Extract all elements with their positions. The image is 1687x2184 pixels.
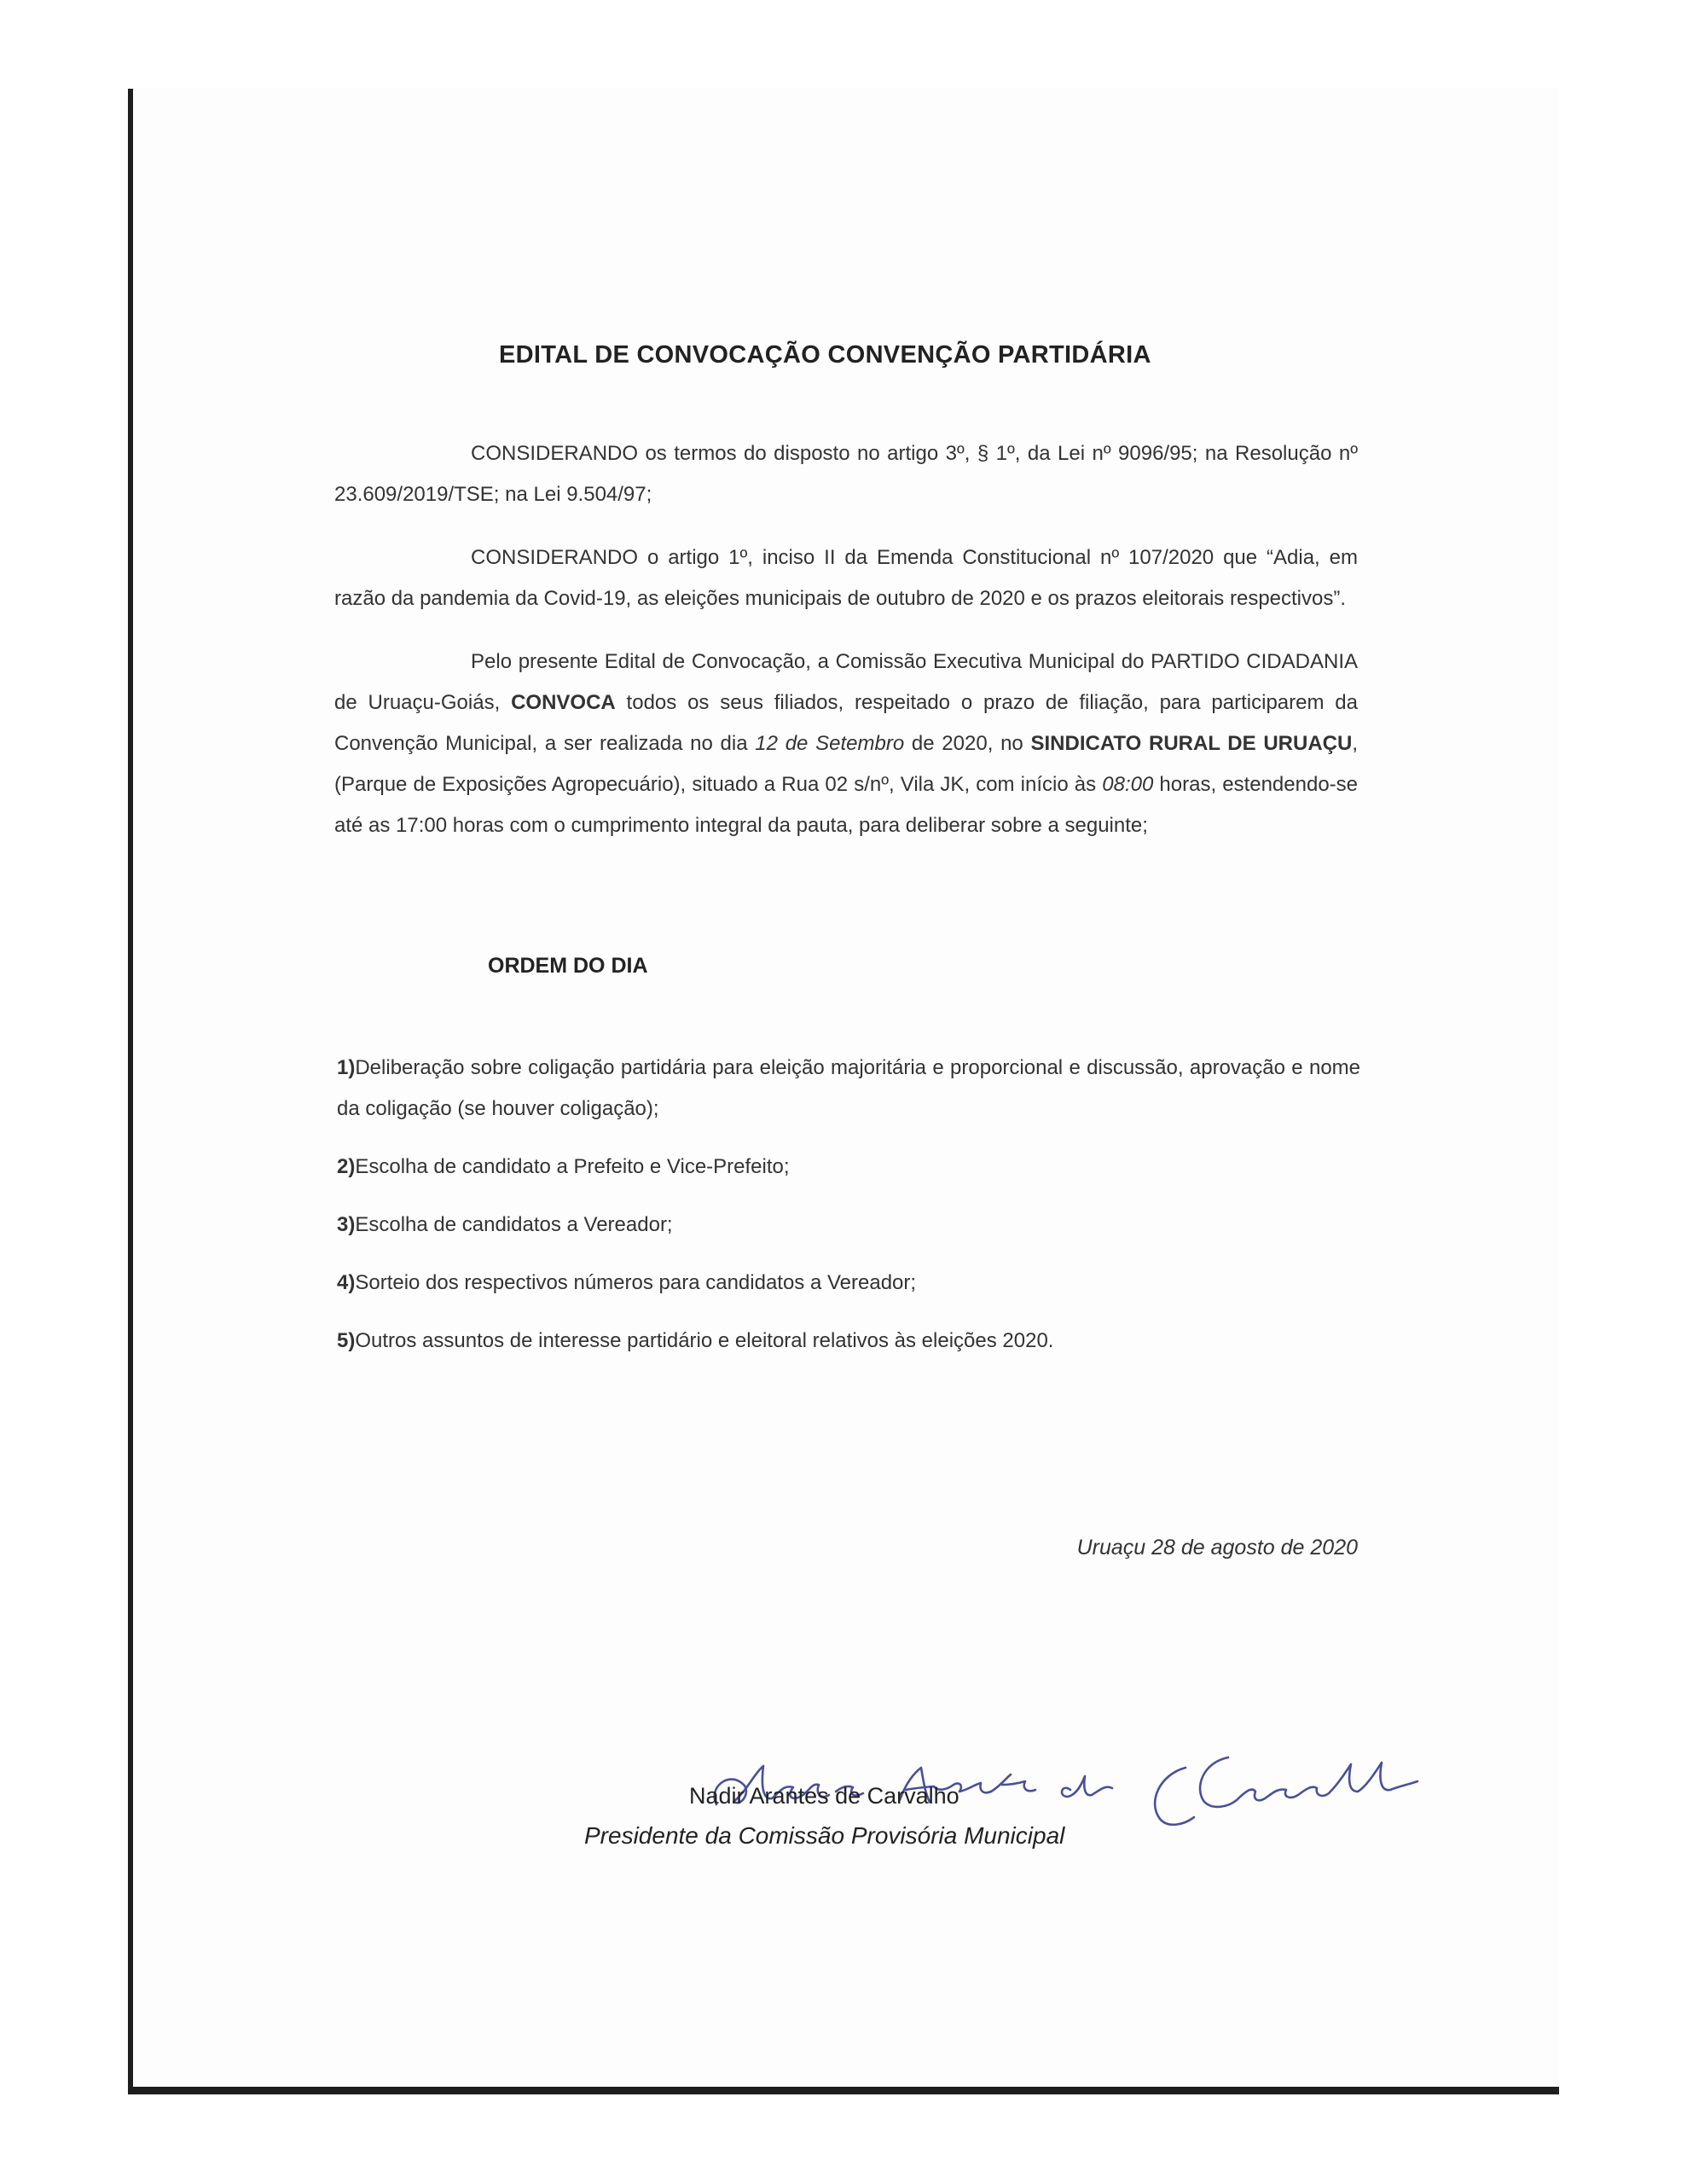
convocacao-text-3: de 2020, no — [904, 732, 1031, 755]
place-date-line: Uruaçu 28 de agosto de 2020 — [1076, 1536, 1358, 1560]
convention-date: 12 de Setembro — [755, 732, 905, 755]
agenda-item-number: 1) — [337, 1056, 356, 1079]
convention-start-time: 08:00 — [1102, 773, 1154, 796]
convocacao-text-1: Pelo presente Edital de Convocação, a Comissão Executiva Municipal do PARTIDO CIDADANIA de Uruaçu-Goiás, — [334, 650, 1358, 714]
agenda-list — [337, 1048, 1360, 1379]
agenda-item-number: 2) — [337, 1155, 356, 1178]
order-of-day-title: ORDEM DO DIA — [488, 954, 648, 978]
agenda-item-text: Outros assuntos de interesse partidário e eleitoral relativos às eleições 2020. — [355, 1329, 1054, 1352]
agenda-item — [337, 1205, 1360, 1246]
agenda-item — [337, 1147, 1360, 1188]
paragraph-considerando-1: CONSIDERANDO os termos do disposto no artigo 3º, § 1º, da Lei nº 9096/95; na Resolução nº 23.609/2019/TSE; na Lei 9.504/97; — [334, 442, 1358, 506]
paragraph-convocacao — [334, 642, 1358, 846]
paragraph-considerando-2: CONSIDERANDO o artigo 1º, inciso II da Emenda Constitucional nº 107/2020 que “Adia, em razão da pandemia da Covid-19, as eleições municipais de outubro de 2020 e os prazos eleitorais respectivos”. — [334, 546, 1358, 610]
agenda-item-number: 5) — [337, 1329, 356, 1352]
convention-venue: SINDICATO RURAL DE URUAÇU — [1030, 732, 1353, 755]
agenda-item-number: 4) — [337, 1271, 356, 1294]
agenda-item-text: Sorteio dos respectivos números para candidatos a Vereador; — [355, 1271, 917, 1294]
agenda-item — [337, 1321, 1360, 1362]
signatory-role: Presidente da Comissão Provisória Municipal — [584, 1822, 1065, 1849]
convocacao-text-4: , (Parque de Exposições Agropecuário), situado a Rua 02 s/nº, Vila JK, com início às — [334, 732, 1358, 796]
signatory-name: Nadir Arantes de Carvalho — [689, 1783, 959, 1809]
agenda-item-text: Deliberação sobre coligação partidária para eleição majoritária e proporcional e discussão, aprovação e nome da coligação (se houver coligação); — [337, 1056, 1360, 1120]
document-title: EDITAL DE CONVOCAÇÃO CONVENÇÃO PARTIDÁRIA — [499, 341, 1151, 369]
agenda-item-number: 3) — [337, 1213, 356, 1236]
agenda-item — [337, 1263, 1360, 1304]
document-body — [334, 433, 1358, 846]
convoca-keyword: CONVOCA — [511, 691, 616, 714]
agenda-item-text: Escolha de candidato a Prefeito e Vice-Prefeito; — [355, 1155, 790, 1178]
convocacao-text-2: todos os seus filiados, respeitado o prazo de filiação, para participarem da Convenção Municipal, a ser realizada no dia — [334, 691, 1358, 755]
agenda-item-text: Escolha de candidatos a Vereador; — [355, 1213, 673, 1236]
convocacao-text-5: horas, estendendo-se até as 17:00 horas com o cumprimento integral da pauta, para deliberar sobre a seguinte; — [334, 773, 1359, 837]
agenda-item — [337, 1048, 1360, 1130]
